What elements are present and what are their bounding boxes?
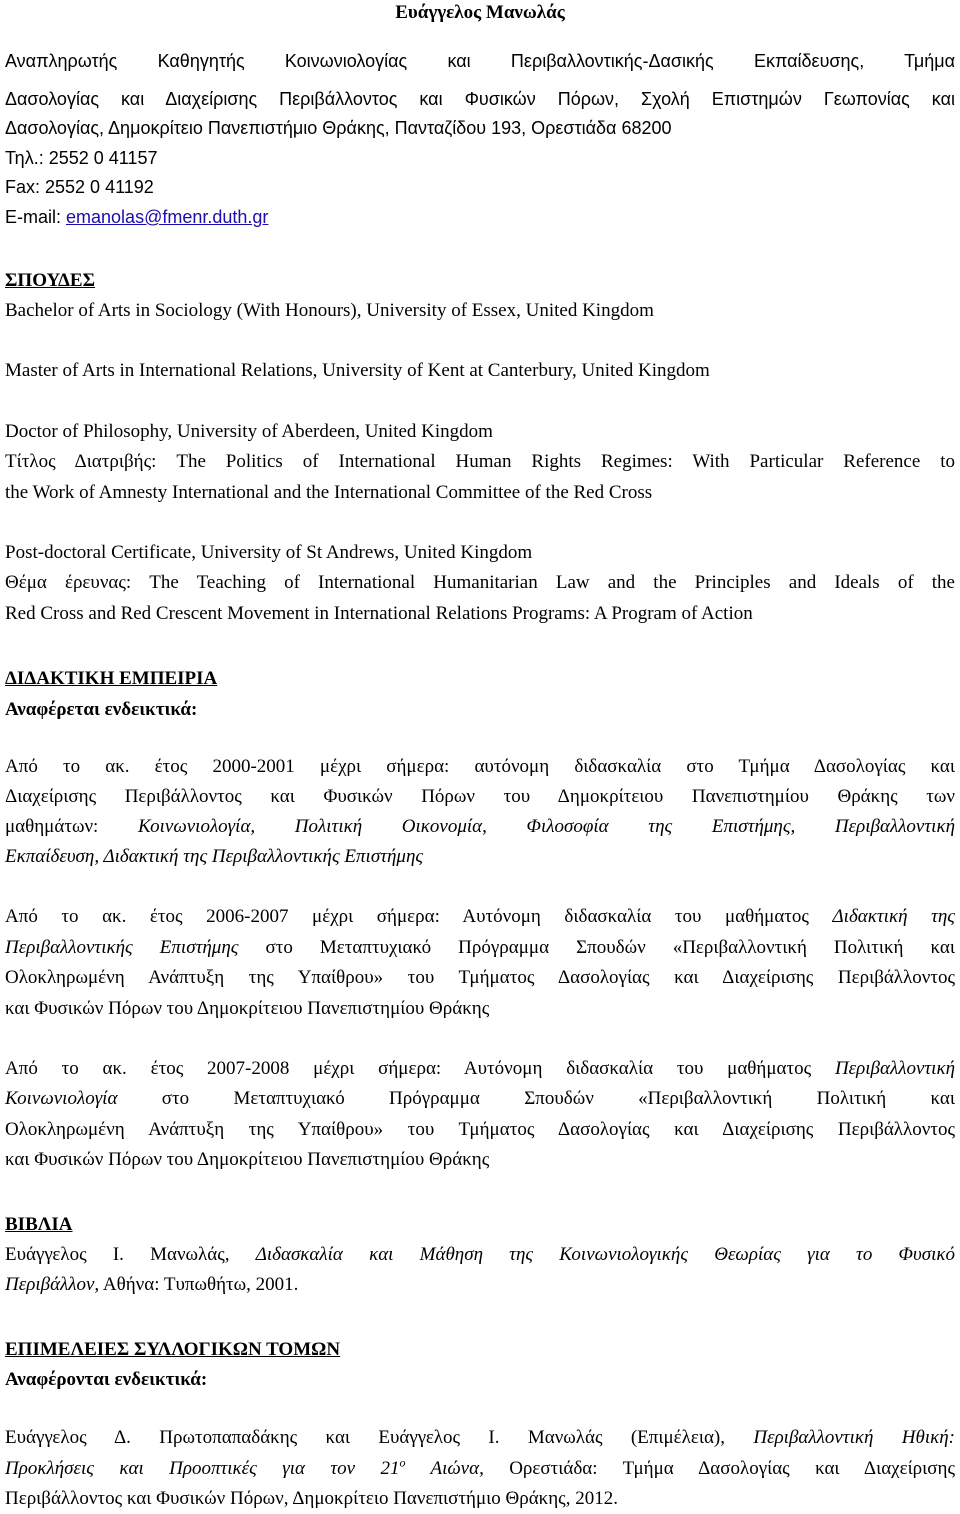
courses-list: Κοινωνιολογία, Πολιτική Οικονομία, Φιλοσοφία της Επιστήμης, Περιβαλλοντική: [137, 816, 955, 837]
teaching-entry-1-line-2: Διαχείρισης Περιβάλλοντος και Φυσικών Πόρων του Δημοκρίτειου Πανεπιστημίου Θράκης των: [5, 786, 955, 807]
book-publisher: Αθήνα: Τυπωθήτω, 2001.: [99, 1274, 299, 1295]
email-label: E-mail:: [5, 207, 67, 227]
entry-3-course-cont: Κοινωνιολογία: [5, 1088, 118, 1109]
edited-title-part: Προκλήσεις και Προοπτικές για τον 21: [5, 1458, 400, 1479]
book-line-1: [5, 1240, 955, 1270]
telephone: Τηλ.: 2552 0 41157: [5, 148, 158, 168]
edited-line-3: Περιβάλλοντος και Φυσικών Πόρων, Δημοκρίτειο Πανεπιστήμιο Θράκης, 2012.: [5, 1488, 618, 1509]
entry-3-course: Περιβαλλοντική: [834, 1058, 955, 1079]
affiliation-line-3: Δασολογίας, Δημοκρίτειο Πανεπιστήμιο Θράκης, Πανταζίδου 193, Ορεστιάδα 68200: [5, 118, 672, 138]
teaching-entry-1-line-4: Εκπαίδευση, Διδακτική της Περιβαλλοντικής Επιστήμης: [5, 846, 424, 867]
edited-title: Περιβαλλοντική Ηθική:: [753, 1427, 955, 1448]
email-line: [5, 202, 955, 232]
degree-ba: Bachelor of Arts in Sociology (With Honours), University of Essex, United Kingdom: [5, 300, 654, 321]
author-name: Ευάγγελος Μανωλάς: [395, 2, 565, 23]
courses-label: μαθημάτων:: [5, 816, 138, 837]
teaching-entry-1-line-3: [5, 812, 955, 842]
edited-title-end: Αιώνα,: [405, 1458, 484, 1479]
entry-2-course-cont: Περιβαλλοντικής Επιστήμης: [5, 937, 239, 958]
edited-line-2: [5, 1454, 955, 1484]
postdoc-topic-line-1: Θέμα έρευνας: The Teaching of International Humanitarian Law and the Principles and Ideals of the: [5, 572, 955, 593]
degree-ma: Master of Arts in International Relations, University of Kent at Canterbury, United Kingdom: [5, 360, 710, 381]
affiliation-line-1: Αναπληρωτής Καθηγητής Κοινωνιολογίας και Περιβαλλοντικής-Δασικής Εκπαίδευσης, Τμήμα: [5, 51, 955, 71]
fax: Fax: 2552 0 41192: [5, 177, 154, 197]
books-heading: ΒΙΒΛΙΑ: [5, 1214, 73, 1235]
teaching-heading: ΔΙΔΑΚΤΙΚΗ ΕΜΠΕΙΡΙΑ: [5, 668, 218, 689]
teaching-entry-3-line-4: και Φυσικών Πόρων του Δημοκρίτειου Πανεπιστημίου Θράκης: [5, 1149, 490, 1170]
edited-title-cont: [5, 1455, 484, 1479]
affiliation-line-2: Δασολογίας και Διαχείρισης Περιβάλλοντος και Φυσικών Πόρων, Σχολή Επιστημών Γεωπονίας και: [5, 89, 955, 109]
teaching-entry-1-line-1: Από το ακ. έτος 2000-2001 μέχρι σήμερα: αυτόνομη διδασκαλία στο Τμήμα Δασολογίας και: [5, 756, 955, 777]
entry-2-course: Διδακτική της: [832, 906, 955, 927]
teaching-entry-2-line-4: και Φυσικών Πόρων του Δημοκρίτειου Πανεπιστημίου Θράκης: [5, 998, 490, 1019]
email-link[interactable]: emanolas@fmenr.duth.gr: [66, 207, 269, 227]
edited-line-1: [5, 1423, 955, 1453]
degree-phd: Doctor of Philosophy, University of Aberdeen, United Kingdom: [5, 421, 493, 442]
edited-volumes-subheading: Αναφέρονται ενδεικτικά:: [5, 1369, 208, 1390]
teaching-entry-3-line-3: Ολοκληρωμένη Ανάπτυξη της Υπαίθρου» του Τμήματος Δασολογίας και Διαχείρισης Περιβάλλοντος: [5, 1119, 955, 1140]
book-title: Διδασκαλία και Μάθηση της Κοινωνιολογικής Θεωρίας για το Φυσικό: [255, 1244, 955, 1265]
book-title-cont: Περιβάλλον,: [5, 1274, 100, 1295]
phd-title-line-1: Τίτλος Διατριβής: The Politics of International Human Rights Regimes: With Particular Reference to: [5, 451, 955, 472]
teaching-entry-3-line-2: [5, 1084, 955, 1114]
book-author: Ευάγγελος Ι. Μανωλάς,: [5, 1244, 256, 1265]
teaching-subheading: Αναφέρεται ενδεικτικά:: [5, 699, 198, 720]
edited-editors: Ευάγγελος Δ. Πρωτοπαπαδάκης και Ευάγγελος Ι. Μανωλάς (Επιμέλεια),: [5, 1427, 754, 1448]
book-line-2: [5, 1270, 955, 1300]
entry-3-program: στο Μεταπτυχιακό Πρόγραμμα Σπουδών «Περιβαλλοντική Πολιτική και: [117, 1088, 955, 1109]
postdoc-certificate: Post-doctoral Certificate, University of St Andrews, United Kingdom: [5, 542, 533, 563]
teaching-entry-2-line-2: [5, 933, 955, 963]
postdoc-topic-line-2: Red Cross and Red Crescent Movement in International Relations Programs: A Program of Action: [5, 603, 753, 624]
teaching-entry-3-line-1: [5, 1054, 955, 1084]
phd-title-line-2: the Work of Amnesty International and the International Committee of the Red Cross: [5, 482, 653, 503]
teaching-entry-2-line-3: Ολοκληρωμένη Ανάπτυξη της Υπαίθρου» του Τμήματος Δασολογίας και Διαχείρισης Περιβάλλοντος: [5, 967, 955, 988]
edited-volumes-heading: ΕΠΙΜΕΛΕΙΕΣ ΣΥΛΛΟΓΙΚΩΝ ΤΟΜΩΝ: [5, 1339, 341, 1360]
teaching-entry-2-line-1: [5, 902, 955, 932]
entry-2-program: στο Μεταπτυχιακό Πρόγραμμα Σπουδών «Περιβαλλοντική Πολιτική και: [238, 937, 955, 958]
entry-2-text: Από το ακ. έτος 2006-2007 μέχρι σήμερα: Αυτόνομη διδασκαλία του μαθήματος: [5, 906, 833, 927]
edited-publisher: Ορεστιάδα: Τμήμα Δασολογίας και Διαχείρισης: [483, 1458, 955, 1479]
entry-3-text: Από το ακ. έτος 2007-2008 μέχρι σήμερα: Αυτόνομη διδασκαλία του μαθήματος: [5, 1058, 835, 1079]
studies-heading: ΣΠΟΥΔΕΣ: [5, 270, 96, 291]
ordinal-superscript: ο: [399, 1455, 406, 1470]
